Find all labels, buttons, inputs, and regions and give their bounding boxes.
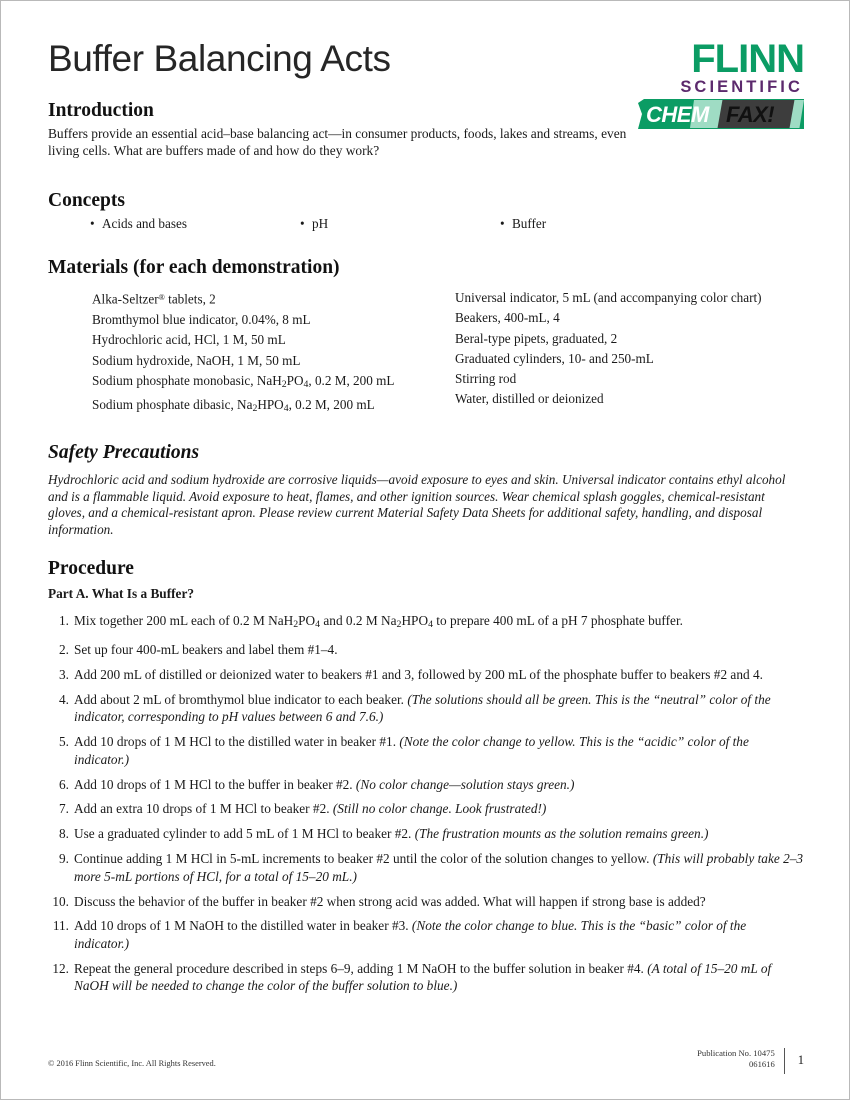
page-number: 1 (797, 1053, 804, 1067)
procedure-step (48, 800, 804, 817)
material-item: Alka-Seltzer® tablets, 2 (92, 291, 216, 307)
step-number: 8. (59, 826, 69, 842)
step-number: 11. (52, 918, 69, 934)
concept-item-2 (500, 216, 546, 232)
material-item: Sodium phosphate monobasic, $NaH_2PO_4$, 0.2 M, 200 mL (92, 372, 395, 390)
flinn-scientific-logo (634, 37, 804, 129)
step-number: 9. (59, 851, 69, 867)
footer-publication-block (697, 1048, 804, 1074)
step-number: 4. (59, 691, 69, 707)
step-note: (The frustration mounts as the solution remains green.) (414, 826, 709, 842)
logo-chemfax-banner (634, 99, 804, 129)
step-text: Add 10 drops of 1 M HCl to the buffer in beaker #2. (74, 776, 356, 792)
step-number: 2. (59, 642, 69, 658)
materials-right-column (455, 288, 762, 410)
step-number: 1. (59, 613, 69, 628)
safety-paragraph: Hydrochloric acid and sodium hydroxide are corrosive liquids—avoid exposure to eyes and skin. Universal indicator contains ethyl alcohol and is a flammable liquid. Avoid exposure to heat, flames, and other ignition sources. Wear chemical splash goggles, chemical-resistant gloves, and a chemical-resistant apron. Please review current Material Safety Data Sheets for additional safety, handling, and disposal information. (48, 472, 786, 537)
material-item: Sodium hydroxide, NaOH, 1 M, 50 mL (92, 352, 301, 368)
step-text: Repeat the general procedure described in steps 6–9, adding 1 M NaOH to the buffer solution in beaker #4. (74, 960, 648, 976)
step-note: (Note the color change to yellow. This is the “acidic” color of the indicator.) (74, 734, 749, 767)
step-text: Mix together 200 mL each of 0.2 M $NaH_2PO_4$ and 0.2 M $Na_2HPO_4$ to prepare 400 mL of a pH 7 phosphate buffer. (74, 613, 683, 631)
step-note: (Still no color change. Look frustrated!) (332, 801, 547, 817)
step-text: Add about 2 mL of bromthymol blue indicator to each beaker. (74, 691, 408, 707)
material-item: Beakers, 400-mL, 4 (455, 310, 560, 326)
material-item: Hydrochloric acid, HCl, 1 M, 50 mL (92, 332, 286, 348)
introduction-paragraph: Buffers provide an essential acid–base balancing act—in consumer products, foods, lakes and streams, even living cells. What are buffers made of and how do they work? (48, 126, 627, 158)
concept-label: Acids and bases (102, 216, 187, 231)
step-number: 6. (59, 776, 69, 792)
concept-item-1 (300, 216, 328, 232)
step-text: Add an extra 10 drops of 1 M HCl to beaker #2. (74, 801, 333, 817)
banner-fax-text: FAX! (726, 101, 775, 127)
page-title: Buffer Balancing Acts (48, 38, 391, 79)
step-note: (No color change—solution stays green.) (355, 776, 575, 792)
step-number: 5. (59, 734, 69, 750)
heading-concepts: Concepts (48, 190, 125, 211)
procedure-step (48, 612, 804, 634)
concept-label: pH (312, 216, 329, 231)
procedure-step (48, 733, 804, 768)
heading-introduction: Introduction (48, 100, 154, 121)
step-number: 3. (59, 666, 69, 682)
publication-date: 061616 (748, 1059, 775, 1069)
procedure-step (48, 960, 804, 995)
concepts-list (48, 216, 802, 236)
material-item: Universal indicator, 5 mL (and accompanying color chart) (455, 290, 762, 305)
procedure-steps-list (48, 612, 804, 1002)
registered-mark: ® (158, 293, 165, 302)
step-text: Add 200 mL of distilled or deionized water to beakers #1 and 3, followed by 200 mL of the phosphate buffer to beakers #2 and 4. (74, 666, 763, 682)
concept-label: Buffer (512, 216, 547, 231)
material-item: Stirring rod (455, 371, 517, 387)
procedure-step (48, 893, 804, 910)
step-note: (Note the color change to blue. This is the “basic” color of the indicator.) (74, 918, 747, 951)
procedure-step (48, 666, 804, 683)
step-text: Set up four 400-mL beakers and label them #1–4. (74, 642, 338, 658)
material-item: Beral-type pipets, graduated, 2 (455, 330, 618, 346)
step-text: Use a graduated cylinder to add 5 mL of 1 M HCl to beaker #2. (74, 826, 415, 842)
step-note: (The solutions should all be green. This is the “neutral” color of the indicator, corresponding to pH values between 6 and 7.6.) (74, 691, 771, 725)
step-number: 10. (52, 893, 69, 909)
step-number: 7. (59, 801, 69, 817)
bullet-icon: • (500, 216, 505, 231)
step-number: 12. (52, 960, 69, 976)
concept-item-0 (90, 216, 187, 232)
heading-safety-precautions: Safety Precautions (48, 442, 200, 463)
publication-number: Publication No. 10475 (697, 1048, 775, 1058)
banner-chem-text: CHEM (646, 101, 709, 127)
publication-info (697, 1048, 784, 1070)
heading-procedure: Procedure (48, 558, 134, 579)
material-item: Graduated cylinders, 10- and 250-mL (455, 350, 654, 366)
logo-brand-text: FLINN (691, 37, 804, 81)
logo-subbrand-text: SCIENTIFIC (680, 78, 803, 96)
procedure-step (48, 776, 804, 793)
step-note: (A total of 15–20 mL of NaOH will be needed to change the color of the buffer solution to blue.) (74, 960, 772, 994)
footer-copyright: © 2016 Flinn Scientific, Inc. All Rights Reserved. (48, 1059, 216, 1068)
heading-materials: Materials (for each demonstration) (48, 257, 340, 278)
step-text: Discuss the behavior of the buffer in beaker #2 when strong acid was added. What will happen if strong base is added? (74, 893, 706, 909)
step-text: Continue adding 1 M HCl in 5-mL increments to beaker #2 until the color of the solution changes to yellow. (74, 851, 653, 867)
step-text: Add 10 drops of 1 M NaOH to the distilled water in beaker #3. (74, 918, 412, 934)
procedure-step (48, 850, 804, 885)
procedure-step (48, 691, 804, 726)
step-note: (This will probably take 2–3 more 5-mL portions of HCl, for a total of 15–20 mL.) (74, 851, 804, 884)
bullet-icon: • (300, 216, 305, 231)
procedure-step (48, 917, 804, 952)
procedure-step (48, 641, 804, 658)
material-item: Sodium phosphate dibasic, $Na_2HPO_4$, 0.2 M, 200 mL (92, 397, 375, 415)
bullet-icon: • (90, 216, 95, 231)
procedure-step (48, 825, 804, 842)
materials-left-column (92, 288, 394, 420)
material-item: Water, distilled or deionized (455, 391, 604, 407)
procedure-part-label: Part A. What Is a Buffer? (48, 586, 195, 601)
step-text: Add 10 drops of 1 M HCl to the distilled water in beaker #1. (74, 734, 400, 750)
material-item: Bromthymol blue indicator, 0.04%, 8 mL (92, 311, 311, 327)
